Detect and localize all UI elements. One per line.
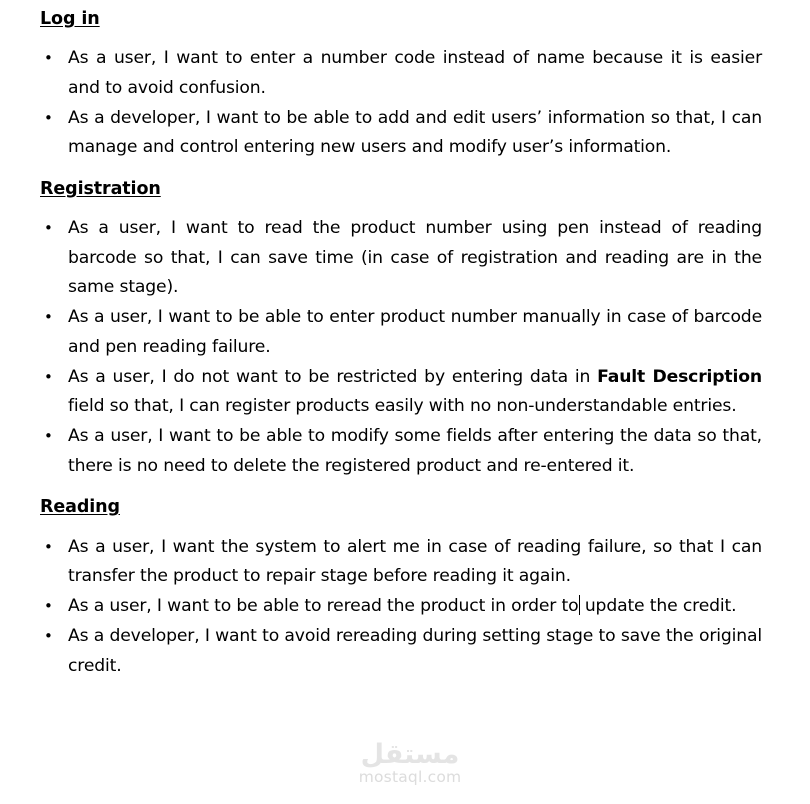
user-story-list — [40, 214, 762, 481]
document-body — [40, 8, 762, 682]
story-text: As a user, I want to enter a number code instead of name because it is easier and to avoid confusion. — [68, 48, 762, 98]
watermark-logo: مستقل — [360, 739, 460, 770]
list-item — [40, 363, 762, 422]
story-text: update the credit. — [579, 596, 737, 617]
user-story-list — [40, 533, 762, 682]
user-story-list — [40, 44, 762, 163]
story-text: As a user, I want to be able to modify some fields after entering the data so that, there is no need to delete the registered product and re-entered it. — [68, 426, 762, 476]
list-item — [40, 622, 762, 681]
section-heading: Registration — [40, 178, 161, 199]
section-heading: Reading — [40, 497, 120, 518]
story-text: As a developer, I want to be able to add and edit users’ information so that, I can manage and control entering new users and modify user’s information. — [68, 107, 762, 158]
list-item — [40, 303, 762, 362]
document-section — [40, 496, 762, 681]
list-item — [40, 214, 762, 303]
story-text: As a user, I want the system to alert me in case of reading failure, so that I can transfer the product to repair stage before reading it again. — [68, 536, 762, 587]
list-item — [40, 104, 762, 163]
story-text: field so that, I can register products easily with no non-understandable entries. — [68, 396, 737, 417]
story-text: As a developer, I want to avoid rereading during setting stage to save the original credit. — [68, 626, 762, 676]
section-heading: Log in — [40, 9, 100, 29]
list-item — [40, 422, 762, 481]
list-item — [40, 44, 762, 103]
emphasis-text: Fault Description — [597, 366, 762, 387]
story-text: As a user, I want to be able to reread the product in order to — [68, 596, 579, 617]
watermark-text: mostaql.com — [358, 768, 462, 786]
story-text: As a user, I want to read the product number using pen instead of reading barcode so that, I can save time (in case of registration and reading are in the same stage). — [68, 218, 762, 298]
document-section — [40, 8, 762, 163]
document-section — [40, 178, 762, 481]
watermark — [345, 739, 475, 786]
story-text: As a user, I want to be able to enter product number manually in case of barcode and pen reading failure. — [68, 307, 762, 357]
list-item — [40, 592, 762, 622]
story-text: As a user, I do not want to be restricted by entering data in — [68, 366, 598, 387]
list-item — [40, 533, 762, 592]
